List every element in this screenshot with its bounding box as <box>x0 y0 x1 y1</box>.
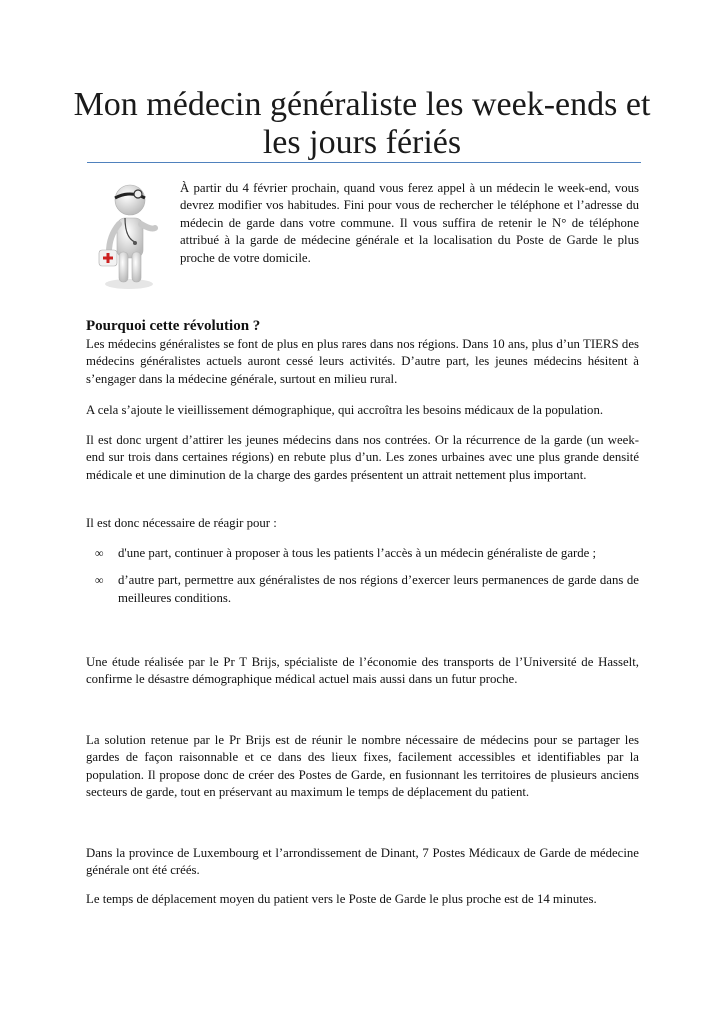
bullet-item <box>86 572 639 607</box>
section-heading: Pourquoi cette révolution ? <box>86 318 261 334</box>
bullet-marker-icon: ∞ <box>95 573 104 588</box>
intro-paragraph: À partir du 4 février prochain, quand vous ferez appel à un médecin le week-end, vous devrez modifier vos habitudes. Fini pour vous de rechercher le téléphone et l’adresse du médecin de garde dans votre commune. Il vous suffira de retenir le N° de téléphone attribué à la garde de médecine générale et la localisation du Poste de Garde le plus proche de votre domicile. <box>180 181 639 265</box>
paragraph-1: Les médecins généralistes se font de plus en plus rares dans nos régions. Dans 10 ans, plus d’un TIERS des médecins généralistes actuels auront cessé leurs activités. D’autre part, les jeunes médecins hésitent à s’engager dans la médecine générale, surtout en milieu rural. <box>86 337 639 386</box>
page-title: Mon médecin généraliste les week-ends et les jours fériés <box>73 86 651 161</box>
paragraph-8: Le temps de déplacement moyen du patient vers le Poste de Garde le plus proche est de 14 minutes. <box>86 892 597 906</box>
bullet-text: d’autre part, permettre aux généralistes de nos régions d’exercer leurs permanences de garde dans de meilleures conditions. <box>118 573 639 605</box>
paragraph-2: A cela s’ajoute le vieillissement démographique, qui accroîtra les besoins médicaux de la population. <box>86 403 604 417</box>
paragraph-3: Il est donc urgent d’attirer les jeunes médecins dans nos contrées. Or la récurrence de la garde (un week-end sur trois dans certaines régions) en rebute plus d’un. Les zones urbaines avec une plus grande densité médicale et une diminution de la charge des gardes présentent un attrait nettement plus important. <box>86 433 639 482</box>
paragraph-6: La solution retenue par le Pr Brijs est de réunir le nombre nécessaire de médecins pour se partager les gardes de façon raisonnable et ce dans des lieux fixes, facilement accessibles et identifiables par la population. Il propose donc de créer des Postes de Garde, en fusionnant les territoires de plusieurs anciens secteurs de garde, tout en préservant au maximum le temps de déplacement du patient. <box>86 733 639 800</box>
paragraph-7: Dans la province de Luxembourg et l’arrondissement de Dinant, 7 Postes Médicaux de Garde de médecine générale ont été créés. <box>86 846 639 878</box>
bullet-list <box>86 545 639 617</box>
doctor-figure-illustration <box>95 180 165 292</box>
title-rule <box>87 162 641 163</box>
bullet-item <box>86 545 639 562</box>
paragraph-4: Il est donc nécessaire de réagir pour : <box>86 516 277 530</box>
paragraph-5: Une étude réalisée par le Pr T Brijs, spécialiste de l’économie des transports de l’Université de Hasselt, confirme le désastre démographique médical actuel mais aussi dans un futur proche. <box>86 655 639 687</box>
kit-cross-horizontal <box>103 257 113 260</box>
bullet-text: d'une part, continuer à proposer à tous les patients l’accès à un médecin généraliste de garde ; <box>118 546 597 560</box>
bullet-marker-icon: ∞ <box>95 546 104 560</box>
